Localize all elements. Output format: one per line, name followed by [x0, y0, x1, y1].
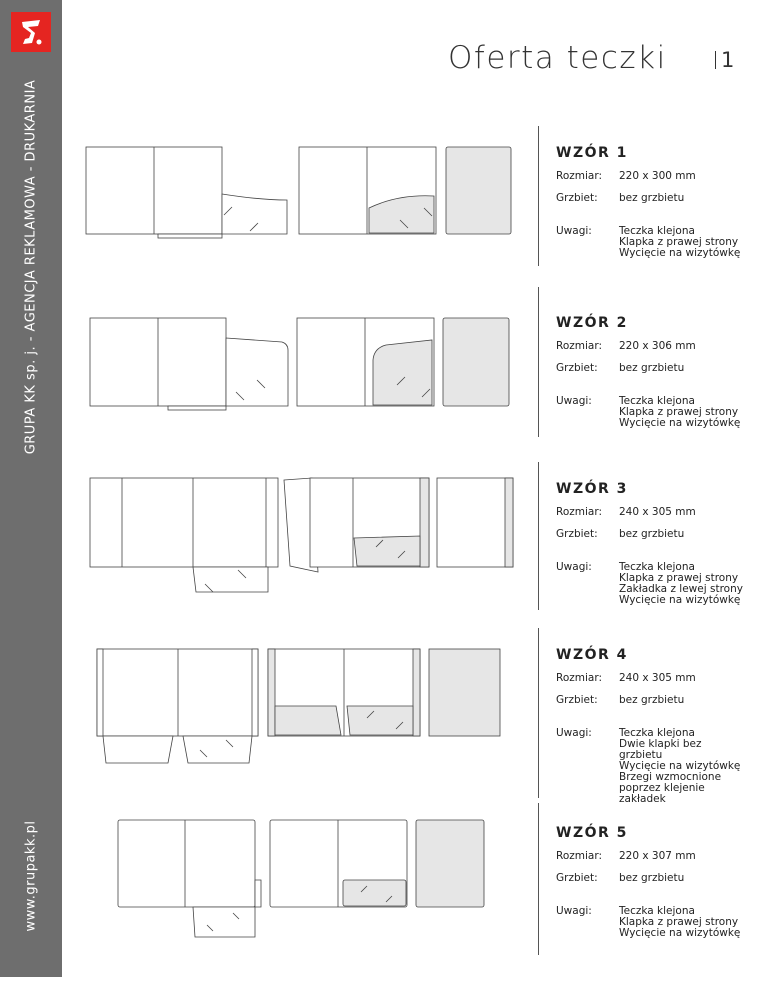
size-label: Rozmiar:	[556, 506, 603, 518]
spine-value: bez grzbietu	[619, 872, 685, 884]
notes-value: Teczka klejona Klapka z prawej strony Zakładka z lewej strony Wycięcie na wizytówkę	[619, 561, 743, 606]
page-title: Oferta teczki	[448, 40, 667, 76]
notes-label: Uwagi:	[556, 395, 592, 407]
spine-value: bez grzbietu	[619, 362, 685, 374]
notes-value: Teczka klejona Klapka z prawej strony Wycięcie na wizytówkę	[619, 395, 741, 429]
spine-value: bez grzbietu	[619, 528, 685, 540]
design-1-drawings	[86, 147, 511, 238]
size-label: Rozmiar:	[556, 340, 603, 352]
company-name: GRUPA KK sp. j. - AGENCJA REKLAMOWA - DRUKARNIA	[23, 79, 39, 455]
size-value: 240 x 305 mm	[619, 672, 696, 684]
spine-label: Grzbiet:	[556, 528, 598, 540]
notes-value: Teczka klejona Klapka z prawej strony Wycięcie na wizytówkę	[619, 225, 741, 259]
design-title: WZÓR 5	[556, 825, 628, 841]
spine-label: Grzbiet:	[556, 192, 598, 204]
size-value: 220 x 300 mm	[619, 170, 696, 182]
notes-value: Teczka klejona Klapka z prawej strony Wycięcie na wizytówkę	[619, 905, 741, 939]
spine-label: Grzbiet:	[556, 694, 598, 706]
notes-value: Teczka klejona Dwie klapki bez grzbietu Wycięcie na wizytówkę Brzegi wzmocnione poprzez klejenie zakładek	[619, 727, 741, 805]
size-label: Rozmiar:	[556, 850, 603, 862]
spine-label: Grzbiet:	[556, 872, 598, 884]
notes-label: Uwagi:	[556, 727, 592, 739]
design-title: WZÓR 4	[556, 647, 628, 663]
notes-label: Uwagi:	[556, 225, 592, 237]
spine-value: bez grzbietu	[619, 694, 685, 706]
size-value: 220 x 306 mm	[619, 340, 696, 352]
design-5-drawings	[118, 820, 484, 937]
size-value: 220 x 307 mm	[619, 850, 696, 862]
notes-label: Uwagi:	[556, 561, 592, 573]
spine-label: Grzbiet:	[556, 362, 598, 374]
page-number: 1	[715, 48, 734, 72]
size-label: Rozmiar:	[556, 170, 603, 182]
design-title: WZÓR 1	[556, 145, 628, 161]
design-title: WZÓR 2	[556, 315, 628, 331]
size-label: Rozmiar:	[556, 672, 603, 684]
design-4-drawings	[97, 649, 500, 763]
design-2-drawings	[90, 318, 509, 410]
website-link[interactable]: www.grupakk.pl	[23, 820, 39, 932]
spine-value: bez grzbietu	[619, 192, 685, 204]
design-title: WZÓR 3	[556, 481, 628, 497]
notes-label: Uwagi:	[556, 905, 592, 917]
design-3-drawings	[90, 478, 513, 592]
size-value: 240 x 305 mm	[619, 506, 696, 518]
